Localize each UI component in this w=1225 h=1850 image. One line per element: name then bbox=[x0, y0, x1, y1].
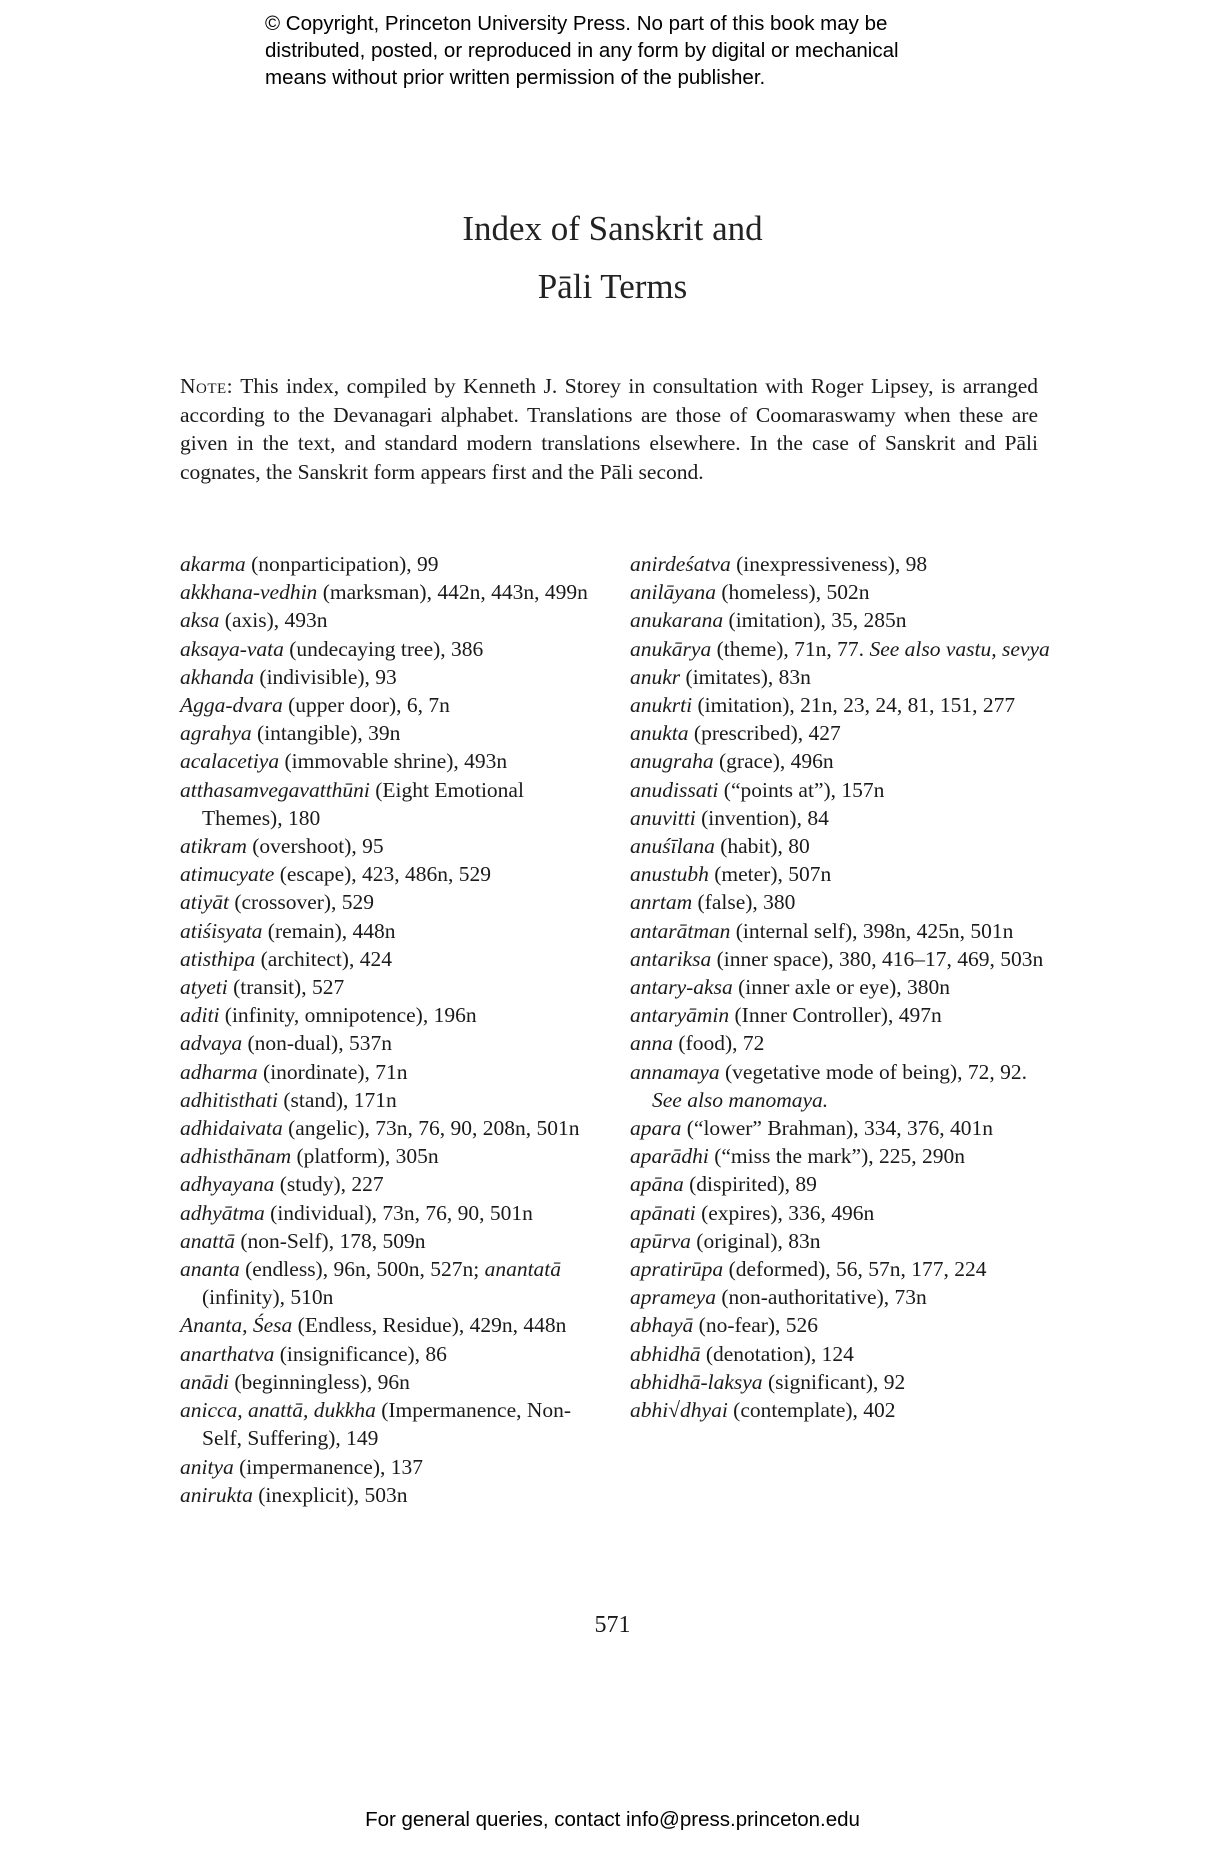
index-term: apānati bbox=[630, 1200, 696, 1225]
index-term: aksaya-vata bbox=[180, 636, 284, 661]
index-gloss: (expires), 336, 496n bbox=[695, 1200, 875, 1225]
index-term: anarthatva bbox=[180, 1341, 275, 1366]
index-term: anirukta bbox=[180, 1482, 253, 1507]
index-term: apratirūpa bbox=[630, 1257, 724, 1282]
index-entry bbox=[630, 1255, 1050, 1283]
index-term: anugraha bbox=[630, 749, 714, 774]
index-entry bbox=[180, 1255, 600, 1311]
index-term: abhayā bbox=[630, 1313, 694, 1338]
index-column-right bbox=[630, 550, 1050, 1424]
index-term: apūrva bbox=[630, 1228, 691, 1253]
index-gloss: (axis), 493n bbox=[219, 608, 328, 633]
index-gloss: (dispirited), 89 bbox=[683, 1172, 817, 1197]
index-gloss: (homeless), 502n bbox=[716, 580, 870, 605]
index-entry bbox=[180, 635, 600, 663]
title-line-2: Pāli Terms bbox=[537, 267, 688, 306]
index-gloss: (inner space), 380, 416–17, 469, 503n bbox=[711, 946, 1044, 971]
index-term: aksa bbox=[180, 608, 220, 633]
index-entry bbox=[180, 1453, 600, 1481]
index-term: antariksa bbox=[630, 946, 712, 971]
index-entry bbox=[630, 1311, 1050, 1339]
index-term: anitya bbox=[180, 1454, 234, 1479]
index-term: adhidaivata bbox=[180, 1116, 283, 1141]
index-gloss: (vegetative mode of being), 72, 92. bbox=[719, 1059, 1028, 1084]
index-term: adhisthānam bbox=[180, 1144, 292, 1169]
index-term: akkhana-vedhin bbox=[180, 580, 318, 605]
index-gloss: (invention), 84 bbox=[695, 805, 829, 830]
index-term: adhyayana bbox=[180, 1172, 275, 1197]
index-gloss: (grace), 496n bbox=[713, 749, 834, 774]
index-term: anādi bbox=[180, 1369, 229, 1394]
index-entry bbox=[180, 832, 600, 860]
index-term: akarma bbox=[180, 552, 246, 576]
index-term: adharma bbox=[180, 1059, 258, 1084]
index-gloss: (imitation), 21n, 23, 24, 81, 151, 277 bbox=[692, 693, 1016, 718]
index-gloss: (imitation), 35, 285n bbox=[723, 608, 907, 633]
index-entry bbox=[180, 776, 600, 832]
copyright-line: means without prior written permission of the publisher. bbox=[265, 66, 766, 89]
index-term: atimucyate bbox=[180, 862, 275, 887]
index-entry bbox=[180, 606, 600, 634]
index-gloss: (study), 227 bbox=[274, 1172, 384, 1197]
index-gloss: (deformed), 56, 57n, 177, 224 bbox=[723, 1257, 987, 1282]
index-gloss: (contemplate), 402 bbox=[727, 1398, 896, 1423]
index-gloss: (marksman), 442n, 443n, 499n bbox=[317, 580, 588, 605]
index-entry bbox=[630, 1227, 1050, 1255]
index-term: anukārya bbox=[630, 636, 712, 661]
index-term: aparādhi bbox=[630, 1144, 709, 1169]
index-column-left bbox=[180, 550, 600, 1509]
index-term: abhidhā bbox=[630, 1341, 701, 1366]
index-gloss: (prescribed), 427 bbox=[688, 721, 841, 746]
index-entry bbox=[630, 832, 1050, 860]
index-entry bbox=[630, 1283, 1050, 1311]
index-entry bbox=[630, 550, 1050, 578]
index-gloss: (inordinate), 71n bbox=[257, 1059, 408, 1084]
index-term: anna bbox=[630, 1031, 673, 1056]
index-gloss: (Inner Controller), 497n bbox=[729, 1003, 942, 1028]
index-term: atyeti bbox=[180, 975, 228, 1000]
page-number: 571 bbox=[594, 1612, 631, 1638]
index-entry bbox=[180, 945, 600, 973]
index-gloss: (crossover), 529 bbox=[228, 890, 375, 915]
index-gloss: (meter), 507n bbox=[708, 862, 832, 887]
index-entry bbox=[630, 606, 1050, 634]
index-term: antaryāmin bbox=[630, 1003, 730, 1028]
copyright-notice bbox=[265, 10, 1025, 91]
index-gloss: (“lower” Brahman), 334, 376, 401n bbox=[681, 1116, 994, 1141]
index-entry bbox=[180, 1058, 600, 1086]
index-gloss: (angelic), 73n, 76, 90, 208n, 501n bbox=[282, 1116, 580, 1141]
index-gloss: (food), 72 bbox=[673, 1031, 765, 1056]
index-term: anuśīlana bbox=[630, 834, 715, 859]
index-entry bbox=[180, 888, 600, 916]
index-term: akhanda bbox=[180, 664, 255, 689]
index-gloss: (nonparticipation), 99 bbox=[245, 552, 439, 576]
index-entry bbox=[630, 635, 1050, 663]
index-gloss: (overshoot), 95 bbox=[246, 834, 384, 859]
index-term: atiyāt bbox=[180, 890, 229, 915]
index-entry bbox=[630, 1340, 1050, 1368]
index-entry bbox=[180, 1340, 600, 1368]
index-entry bbox=[630, 578, 1050, 606]
index-entry bbox=[630, 973, 1050, 1001]
index-entry bbox=[180, 1114, 600, 1142]
index-gloss: (upper door), 6, 7n bbox=[282, 693, 450, 718]
cross-reference: See also vastu, sevya bbox=[869, 636, 1050, 661]
index-term: antary-aksa bbox=[630, 975, 733, 1000]
index-term: abhi√dhyai bbox=[630, 1398, 728, 1423]
index-entry bbox=[630, 1001, 1050, 1029]
index-term: anilāyana bbox=[630, 580, 716, 605]
index-term: apara bbox=[630, 1116, 682, 1141]
index-entry bbox=[630, 1199, 1050, 1227]
index-term: anukr bbox=[630, 664, 681, 689]
index-gloss: (endless), 96n, 500n, 527n; bbox=[239, 1257, 485, 1282]
index-term: abhidhā-laksya bbox=[630, 1369, 763, 1394]
index-entry bbox=[630, 1396, 1050, 1424]
index-term: atiśisyata bbox=[180, 918, 263, 943]
index-term: aprameya bbox=[630, 1285, 716, 1310]
index-entry bbox=[630, 888, 1050, 916]
index-entry bbox=[180, 1227, 600, 1255]
index-entry bbox=[180, 1142, 600, 1170]
index-gloss: (platform), 305n bbox=[291, 1144, 439, 1169]
index-gloss: (internal self), 398n, 425n, 501n bbox=[730, 918, 1014, 943]
index-entry bbox=[630, 1142, 1050, 1170]
index-gloss: (false), 380 bbox=[692, 890, 796, 915]
index-entry bbox=[630, 1170, 1050, 1198]
index-entry bbox=[630, 917, 1050, 945]
index-entry bbox=[180, 1481, 600, 1509]
index-entry bbox=[630, 804, 1050, 832]
index-entry bbox=[180, 1001, 600, 1029]
index-gloss: (escape), 423, 486n, 529 bbox=[274, 862, 492, 887]
index-gloss: (transit), 527 bbox=[227, 975, 345, 1000]
index-entry bbox=[630, 691, 1050, 719]
index-term: atthasamvegavatthūni bbox=[180, 777, 370, 802]
index-gloss: (indivisible), 93 bbox=[254, 664, 397, 689]
index-entry bbox=[180, 663, 600, 691]
index-gloss: (insignificance), 86 bbox=[274, 1341, 447, 1366]
index-term: anukarana bbox=[630, 608, 724, 633]
index-entry bbox=[180, 917, 600, 945]
index-entry bbox=[630, 719, 1050, 747]
index-entry bbox=[180, 1029, 600, 1057]
index-entry bbox=[180, 1311, 600, 1339]
index-gloss: (non-authoritative), 73n bbox=[715, 1285, 927, 1310]
index-gloss: (beginningless), 96n bbox=[228, 1369, 410, 1394]
index-gloss: (Eight Emotional Themes), 180 bbox=[202, 777, 524, 830]
index-term: anudissati bbox=[630, 777, 719, 802]
index-entry bbox=[630, 747, 1050, 775]
index-entry bbox=[180, 1170, 600, 1198]
index-entry bbox=[180, 1368, 600, 1396]
index-gloss: (original), 83n bbox=[690, 1228, 821, 1253]
cross-reference: See also manomaya. bbox=[652, 1087, 829, 1112]
index-term: ananta bbox=[180, 1257, 240, 1282]
index-entry bbox=[180, 747, 600, 775]
index-term: atikram bbox=[180, 834, 247, 859]
index-term: anirdeśatva bbox=[630, 552, 731, 576]
title-line-1: Index of Sanskrit and bbox=[462, 209, 763, 248]
index-gloss: (inexplicit), 503n bbox=[252, 1482, 408, 1507]
index-term: anukta bbox=[630, 721, 689, 746]
index-gloss: (remain), 448n bbox=[262, 918, 396, 943]
index-term: atisthipa bbox=[180, 946, 256, 971]
index-gloss: (infinity, omnipotence), 196n bbox=[219, 1003, 477, 1028]
index-term: annamaya bbox=[630, 1059, 720, 1084]
index-gloss: (architect), 424 bbox=[255, 946, 392, 971]
index-note bbox=[180, 372, 1038, 486]
index-entry bbox=[180, 719, 600, 747]
index-gloss: (“points at”), 157n bbox=[718, 777, 885, 802]
index-entry bbox=[180, 550, 600, 578]
index-gloss: (inexpressiveness), 98 bbox=[730, 552, 928, 576]
index-term: apāna bbox=[630, 1172, 684, 1197]
index-term: anukrti bbox=[630, 693, 693, 718]
index-gloss: (theme), 71n, 77. bbox=[711, 636, 870, 661]
index-term: agrahya bbox=[180, 721, 252, 746]
index-entry bbox=[180, 973, 600, 1001]
index-entry bbox=[630, 945, 1050, 973]
index-term: anustubh bbox=[630, 862, 709, 887]
index-entry bbox=[180, 1086, 600, 1114]
index-gloss: (infinity), 510n bbox=[202, 1285, 334, 1310]
note-text: This index, compiled by Kenneth J. Storey in consultation with Roger Lipsey, is arranged according to the Devanagari alphabet. Translations are those of Coomaraswamy when these are given in the text, and standard modern translations elsewhere. In the case of Sanskrit and Pāli cognates, the Sanskrit form appears first and the Pāli second. bbox=[180, 374, 1038, 484]
index-term: anattā bbox=[180, 1228, 235, 1253]
index-term: adhitisthati bbox=[180, 1087, 278, 1112]
index-gloss: (intangible), 39n bbox=[251, 721, 401, 746]
index-entry bbox=[630, 1058, 1050, 1114]
index-gloss: (habit), 80 bbox=[714, 834, 810, 859]
index-entry bbox=[180, 691, 600, 719]
index-term: anantatā bbox=[484, 1257, 562, 1282]
index-term: anrtam bbox=[630, 890, 693, 915]
index-term: advaya bbox=[180, 1031, 243, 1056]
index-entry bbox=[630, 860, 1050, 888]
index-entry bbox=[180, 860, 600, 888]
index-gloss: (individual), 73n, 76, 90, 501n bbox=[264, 1200, 533, 1225]
index-gloss: (Impermanence, Non-Self, Suffering), 149 bbox=[202, 1398, 572, 1451]
index-term: antarātman bbox=[630, 918, 731, 943]
index-gloss: (“miss the mark”), 225, 290n bbox=[708, 1144, 965, 1169]
index-gloss: (no-fear), 526 bbox=[693, 1313, 819, 1338]
index-entry bbox=[630, 1029, 1050, 1057]
page-title bbox=[0, 200, 1225, 316]
index-gloss: (significant), 92 bbox=[762, 1369, 906, 1394]
index-term: acalacetiya bbox=[180, 749, 280, 774]
index-entry bbox=[180, 578, 600, 606]
index-entry bbox=[630, 1368, 1050, 1396]
index-gloss: (stand), 171n bbox=[277, 1087, 397, 1112]
index-gloss: (immovable shrine), 493n bbox=[279, 749, 508, 774]
note-label: Note: bbox=[180, 374, 234, 398]
index-term: aditi bbox=[180, 1003, 220, 1028]
index-term: adhyātma bbox=[180, 1200, 265, 1225]
copyright-line: distributed, posted, or reproduced in any form by digital or mechanical bbox=[265, 39, 899, 62]
index-gloss: (imitates), 83n bbox=[680, 664, 811, 689]
index-entry bbox=[630, 663, 1050, 691]
index-gloss: (Endless, Residue), 429n, 448n bbox=[292, 1313, 567, 1338]
index-gloss: (undecaying tree), 386 bbox=[283, 636, 484, 661]
index-entry bbox=[630, 1114, 1050, 1142]
index-gloss: (impermanence), 137 bbox=[233, 1454, 423, 1479]
index-gloss: (inner axle or eye), 380n bbox=[732, 975, 951, 1000]
index-entry bbox=[180, 1396, 600, 1452]
index-term: Ananta, Śesa bbox=[180, 1313, 293, 1338]
index-term: Agga-dvara bbox=[180, 693, 283, 718]
index-gloss: (non-Self), 178, 509n bbox=[234, 1228, 426, 1253]
index-term: anicca, anattā, dukkha bbox=[180, 1398, 376, 1423]
footer-contact: For general queries, contact info@press.princeton.edu bbox=[365, 1808, 860, 1831]
index-gloss: (denotation), 124 bbox=[700, 1341, 854, 1366]
index-entry bbox=[180, 1199, 600, 1227]
copyright-line: © Copyright, Princeton University Press. No part of this book may be bbox=[265, 12, 888, 35]
index-entry bbox=[630, 776, 1050, 804]
index-gloss: (non-dual), 537n bbox=[242, 1031, 392, 1056]
index-term: anuvitti bbox=[630, 805, 696, 830]
